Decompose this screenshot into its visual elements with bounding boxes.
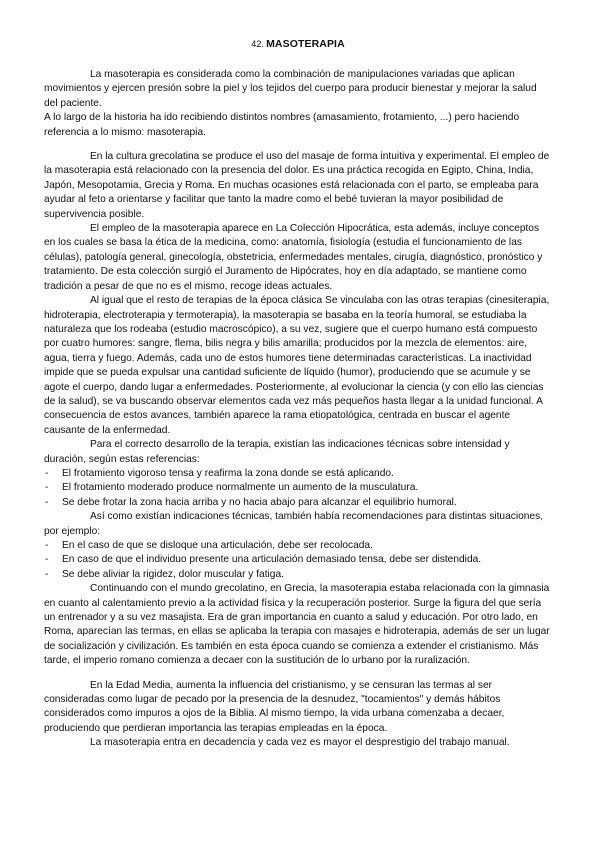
paragraph-hipocratica: El empleo de la masoterapia aparece en La Colección Hipocrática, esta además, incluye conceptos en los cuales se basa la ética de la medicina, como: anatomía, fisiología (estudia el funcionamiento de las células), patología general, ginecología, obstetricia, enfermedades mentales, cirugía, diagnóstico, pronóstico y tratamiento. De esta colección surgió el Juramento de Hipócrates, hoy en día adaptado, se mantiene como tradición a pesar de que no es el mismo, recoge ideas actuales. [44, 223, 543, 292]
situations-list [44, 539, 552, 582]
list-item: - Se debe aliviar la rigidez, dolor muscular y fatiga. [45, 568, 284, 580]
list-item: - En caso de que el individuo presente una articulación demasiado tensa, debe ser distendida. [45, 554, 482, 566]
paragraph-edad-media: En la Edad Media, aumenta la influencia del cristianismo, y se censuran las termas al ser consideradas como lugar de pecado por la presencia de la desnudez, "tocamientos" y demás hábitos considerados como impuros a ojos de la Biblia. Al mismo tiempo, la vida urbana comenzaba a decaer, produciendo que perdieran importancia las terapias empleadas en la época. [44, 679, 505, 734]
paragraph-grecia-roma: Continuando con el mundo grecolatino, en Grecia, la masoterapia estaba relacionada con la gimnasia en cuanto al calentamiento previo a la actividad física y la recuperación posterior. Surge la figura del que sería un entrenador y a su vez masajista. Era de gran importancia en cuanto a salud y educación. Por otro lado, en Roma, aparecían las termas, en ellas se aplicaba la terapia con masajes e hidroterapia, además de ser un lugar de socialización y civilización. Es también en esta época cuando se comienza a extender el cristianismo. Más tarde, el imperio romano comienza a decaer con la sustitución de lo urbano por la ruralización. [44, 583, 550, 667]
page-title [44, 38, 552, 50]
spacer [44, 669, 552, 679]
paragraph-intro: La masoterapia es considerada como la combinación de manipulaciones variadas que aplican movimientos y ejercen presión sobre la piel y los tejidos del cuerpo para producir bienestar y mejorar la salud del paciente. [44, 69, 537, 109]
list-item: - En el caso de que se disloque una articulación, debe ser recolocada. [45, 540, 373, 551]
list-item: - El frotamiento vigoroso tensa y reafirma la zona donde se está aplicando. [45, 467, 394, 479]
section-title: MASOTERAPIA [266, 38, 345, 50]
list-item: - Se debe frotar la zona hacia arriba y no hacia abajo para alcanzar el equilibrio humoral. [45, 496, 457, 508]
list-item: - El frotamiento moderado produce normalmente un aumento de la musculatura. [45, 482, 419, 494]
paragraph-teoria-humoral: Al igual que el resto de terapias de la época clásica Se vinculaba con las otras terapias (cinesiterapia, hidroterapia, electroterapia y termoterapia), la masoterapia se basaba en la teoría humoral, se estudiaba la naturaleza que los rodeaba (estudio macroscópico), a su vez, sugiere que el cuerpo humano está compuesto por cuatro humores: sangre, flema, bilis negra y bilis amarilla; producidos por la mezcla de elementos: aire, agua, tierra y fuego. Además, cada uno de estos humores tiene determinadas características. La inactividad impide que se pueda expulsar una cantidad suficiente de líquido (humor), produciendo que se acumule y se agote el cuerpo, dando lugar a enfermedades. Posteriormente, al evolucionar la ciencia (y con ello las ciencias de la salud), se va buscando observar elementos cada vez más pequeños hasta llegar a la unidad funcional. A consecuencia de estos avances, también aparece la rama etiopatológica, centrada en buscar el agente causante de la enfermedad. [44, 295, 550, 436]
section-number: 42. [251, 39, 265, 49]
paragraph-indicaciones: Para el correcto desarrollo de la terapia, existían las indicaciones técnicas sobre intensidad y duración, según estas referencias: [44, 439, 510, 465]
spacer [44, 140, 552, 150]
paragraph-recomendaciones: Así como existían indicaciones técnicas, también había recomendaciones para distintas situaciones, por ejemplo: [44, 511, 544, 537]
paragraph-decadencia: La masoterapia entra en decadencia y cada vez es mayor el desprestigio del trabajo manual. [90, 737, 510, 749]
technical-list [44, 467, 552, 510]
paragraph-names: A lo largo de la historia ha ido recibiendo distintos nombres (amasamiento, frotamiento, ...) pero haciendo referencia a lo mismo: masoterapia. [44, 112, 520, 138]
paragraph-grecolatina: En la cultura grecolatina se produce el uso del masaje de forma intuitiva y experimental. El empleo de la masoterapia está relacionado con la presencia del dolor. Es una práctica recogida en Egipto, China, India, Japón, Mesopotamia, Grecia y Roma. En muchas ocasiones está relacionada con el parto, se empleaba para ayudar al feto a orientarse y facilitar que tanto la madre como el bebé tuvieran la mayor posibilidad de supervivencia posible. [44, 151, 550, 220]
